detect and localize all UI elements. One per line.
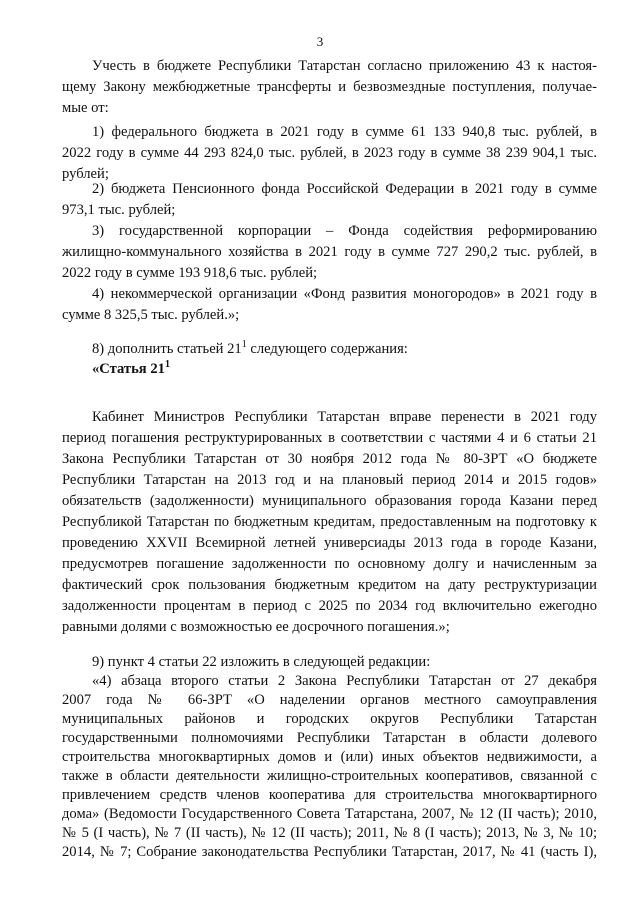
paragraph-line: период погашения реструктурированных в соответствии с частями 4 и 6 статьи 21 — [62, 430, 597, 446]
paragraph-line: 2) бюджета Пенсионного фонда Российской Федерации в 2021 году в сумме — [92, 181, 597, 197]
paragraph-line: «4) абзаца второго статьи 2 Закона Республики Татарстан от 27 декабря — [92, 673, 597, 689]
paragraph-line: мые от: — [62, 100, 109, 116]
paragraph-line: равными долями с возможностью ее досрочного погашения.»; — [62, 619, 450, 635]
paragraph-line: строительства многоквартирных домов и (или) иных объектов недвижимости, а — [62, 749, 597, 765]
paragraph-line: Республики Татарстан на 2013 год и на плановый период 2014 и 2015 годов» — [62, 472, 597, 488]
paragraph-line: обязательств (задолженности) муниципального образования города Казани перед — [62, 493, 597, 509]
paragraph-line: задолженности процентам в период с 2025 по 2034 год включительно ежегодно — [62, 598, 597, 614]
article-heading: «Статья $21^1$ — [92, 359, 170, 377]
paragraph-line: 2022 году в сумме 193 918,6 тыс. рублей; — [62, 265, 318, 281]
paragraph-line: также в области деятельности жилищно-строительных кооперативов, связанной с — [62, 768, 597, 784]
paragraph-line: Кабинет Министров Республики Татарстан вправе перенести в 2021 году — [92, 409, 597, 425]
paragraph-line: № 5 (I часть), № 7 (II часть), № 12 (II часть); 2011, № 8 (I часть); 2013, № 3, № 10; — [62, 825, 597, 841]
paragraph-line: 2007 года № 66-ЗРТ «О наделении органов местного самоуправления — [62, 692, 597, 708]
paragraph-line: дома» (Ведомости Государственного Совета Татарстана, 2007, № 12 (II часть); 2010, — [62, 806, 597, 822]
paragraph-line: государственными полномочиями Республики Татарстан в области долевого — [62, 730, 597, 746]
amendment-item-line: 8) дополнить статьей $21^1$ следующего содержания: — [92, 339, 408, 357]
paragraph-line: 3) государственной корпорации – Фонда содействия реформированию — [92, 223, 597, 239]
paragraph-line: муниципальных районов и городских округов Республики Татарстан — [62, 711, 597, 727]
paragraph-line: привлечением средств членов кооператива для строительства многоквартирного — [62, 787, 597, 803]
paragraph-line: рублей; — [62, 166, 109, 182]
paragraph-line: 2014, № 7; Собрание законодательства Республики Татарстан, 2017, № 41 (часть I), — [62, 844, 597, 860]
paragraph-line: жилищно-коммунального хозяйства в 2021 году в сумме 727 290,2 тыс. рублей, в — [62, 244, 597, 260]
paragraph-line: 1) федерального бюджета в 2021 году в сумме 61 133 940,8 тыс. рублей, в — [92, 124, 597, 140]
paragraph-line: Учесть в бюджете Республики Татарстан согласно приложению 43 к настоя- — [92, 58, 597, 74]
paragraph-line: предусмотрев погашение задолженности по основному долгу и начисленным за — [62, 556, 597, 572]
paragraph-line: Закона Республики Татарстан от 30 ноября 2012 года № 80-ЗРТ «О бюджете — [62, 451, 597, 467]
paragraph-line: 4) некоммерческой организации «Фонд развития моногородов» в 2021 году в — [92, 286, 597, 302]
amendment-item-line: 9) пункт 4 статьи 22 изложить в следующей редакции: — [92, 654, 431, 670]
paragraph-line: сумме 8 325,5 тыс. рублей.»; — [62, 307, 240, 323]
paragraph-line: щему Закону межбюджетные трансферты и безвозмездные поступления, получае- — [62, 79, 597, 95]
paragraph-line: 973,1 тыс. рублей; — [62, 202, 176, 218]
page-number: 3 — [316, 34, 324, 49]
paragraph-line: проведению XXVII Всемирной летней универсиады 2013 года в городе Казани, — [62, 535, 597, 551]
paragraph-line: 2022 году в сумме 44 293 824,0 тыс. рублей, в 2023 году в сумме 38 239 904,1 тыс. — [62, 145, 597, 161]
paragraph-line: фактический срок пользования бюджетным кредитом на дату реструктуризации — [62, 577, 597, 593]
paragraph-line: Республикой Татарстан по бюджетным кредитам, предоставленным на подготовку к — [62, 514, 597, 530]
